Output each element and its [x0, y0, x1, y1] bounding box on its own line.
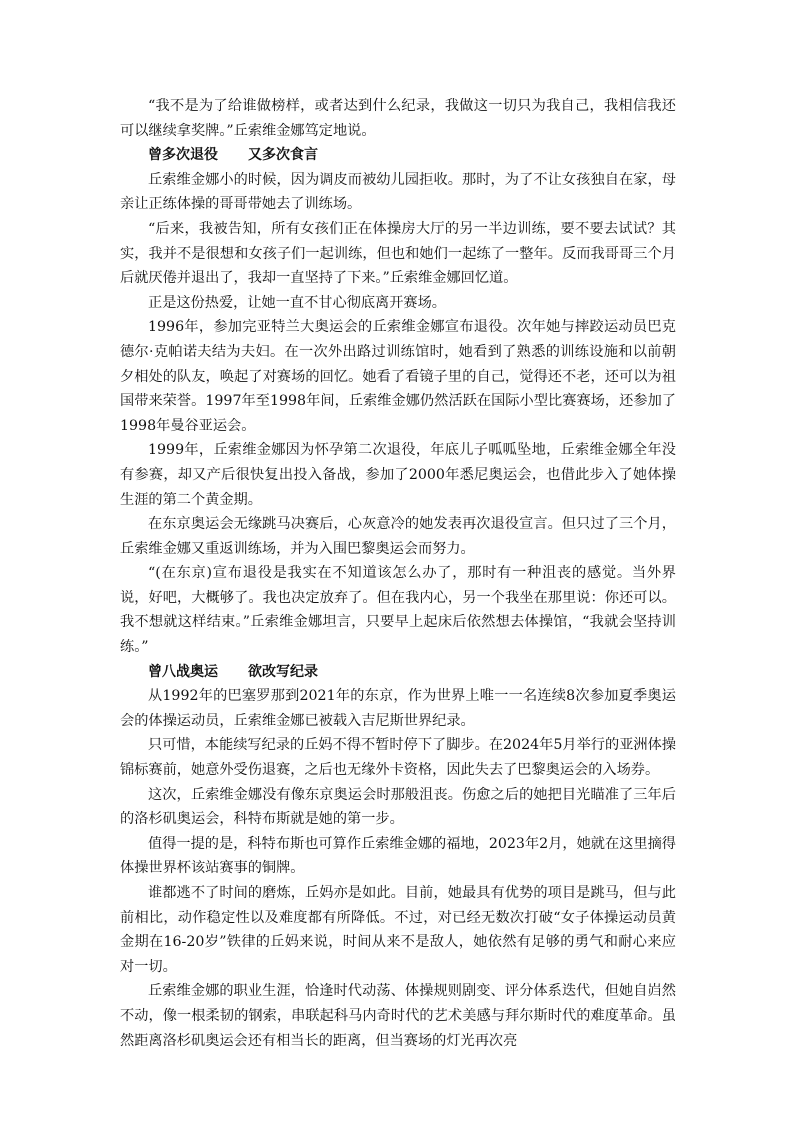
- paragraph: 在东京奥运会无缘跳马决赛后，心灰意冷的她发表再次退役宣言。但只过了三个月，丘索维金娜又重返训练场，并为入围巴黎奥运会而努力。: [120, 516, 676, 557]
- section-heading-left: 曾多次退役: [148, 147, 218, 164]
- paragraph: 从1992年的巴塞罗那到2021年的东京，作为世界上唯一一名连续8次参加夏季奥运会的体操运动员，丘索维金娜已被载入吉尼斯世界纪录。: [120, 688, 676, 729]
- section-heading-right: 又多次食言: [248, 147, 318, 164]
- section-heading: [120, 660, 676, 685]
- paragraph: “后来，我被告知，所有女孩们正在体操房大厅的另一半边训练，要不要去试试？其实，我并不是很想和女孩子们一起训练，但也和她们一起练了一整年。反而我哥哥三个月后就厌倦并退出了，我却一直坚持了下来。”丘索维金娜回忆道。: [120, 220, 676, 287]
- paragraph: “我不是为了给谁做榜样，或者达到什么纪录，我做这一切只为我自己，我相信我还可以继续拿奖牌。”丘索维金娜笃定地说。: [120, 98, 676, 139]
- paragraph: 只可惜，本能续写纪录的丘妈不得不暂时停下了脚步。在2024年5月举行的亚洲体操锦标赛前，她意外受伤退赛，之后也无缘外卡资格，因此失去了巴黎奥运会的入场券。: [120, 737, 676, 779]
- paragraph: 正是这份热爱，让她一直不甘心彻底离开赛场。: [148, 294, 446, 311]
- section-heading-left: 曾八战奥运: [148, 663, 218, 680]
- paragraph: “(在东京)宣布退役是我实在不知道该怎么办了，那时有一种沮丧的感觉。当外界说，好吧，大概够了。我也决定放弃了。但在我内心，另一个我坐在那里说：你还可以。我不想就这样结束。”丘索维金娜坦言，只要早上起床后依然想去体操馆，“我就会坚持训练。”: [120, 565, 676, 656]
- paragraph: 1996年，参加完亚特兰大奥运会的丘索维金娜宣布退役。次年她与摔跤运动员巴克德尔·克帕诺夫结为夫妇。在一次外出路过训练馆时，她看到了熟悉的训练设施和以前朝夕相处的队友，唤起了对赛场的回忆。她看了看镜子里的自己，觉得还不老，还可以为祖国带来荣誉。1997年至1998年间，丘索维金娜仍然活跃在国际小型比赛赛场，还参加了1998年曼谷亚运会。: [120, 319, 676, 434]
- paragraph: 丘索维金娜的职业生涯，恰逢时代动荡、体操规则剧变、评分体系迭代，但她自岿然不动，像一根柔韧的钢索，串联起科马内奇时代的艺术美感与拜尔斯时代的难度革命。虽然距离洛杉矶奥运会还有相当长的距离，但当赛场的灯光再次亮: [120, 983, 676, 1049]
- section-heading: [120, 143, 676, 168]
- paragraph: 丘索维金娜小的时候，因为调皮而被幼儿园拒收。那时，为了不让女孩独自在家，母亲让正练体操的哥哥带她去了训练场。: [120, 171, 676, 213]
- paragraph: 1999年，丘索维金娜因为怀孕第二次退役，年底儿子呱呱坠地，丘索维金娜全年没有参赛，却又产后很快复出投入备战，参加了2000年悉尼奥运会，也借此步入了她体操生涯的第二个黄金期。: [120, 442, 676, 508]
- article-body: [120, 94, 676, 1053]
- paragraph: 谁都逃不了时间的磨炼，丘妈亦是如此。目前，她最具有优势的项目是跳马，但与此前相比，动作稳定性以及难度都有所降低。不过，对已经无数次打破“女子体操运动员黄金期在16-20岁”铁律的丘妈来说，时间从来不是敌人，她依然有足够的勇气和耐心来应对一切。: [120, 885, 676, 975]
- section-heading-right: 欲改写纪录: [248, 663, 318, 680]
- paragraph: 值得一提的是，科特布斯也可算作丘索维金娜的福地，2023年2月，她就在这里摘得体操世界杯该站赛事的铜牌。: [120, 835, 676, 877]
- paragraph: 这次，丘索维金娜没有像东京奥运会时那般沮丧。伤愈之后的她把目光瞄准了三年后的洛杉矶奥运会，科特布斯就是她的第一步。: [120, 786, 676, 828]
